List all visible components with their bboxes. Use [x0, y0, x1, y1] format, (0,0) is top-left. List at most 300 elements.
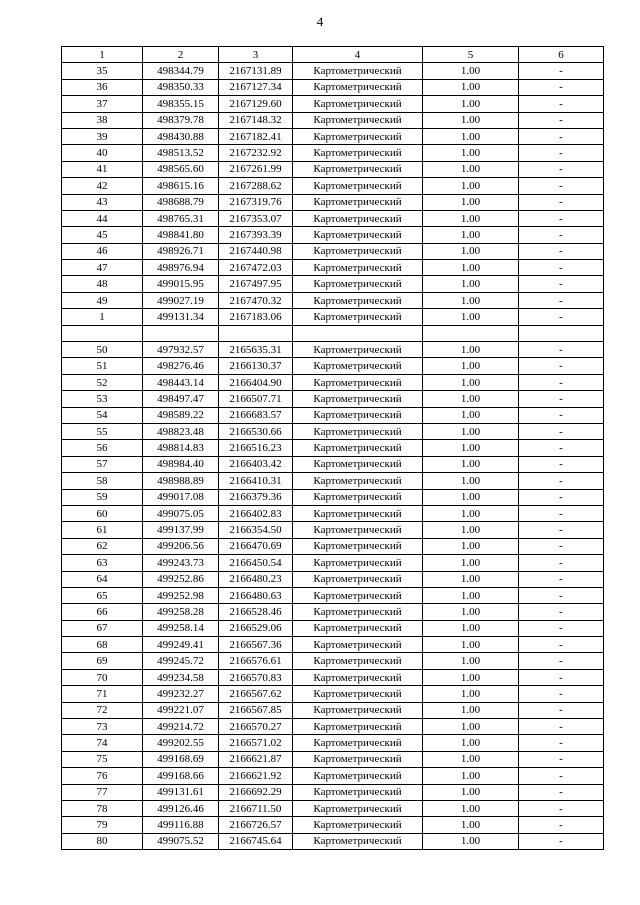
method-cell: Картометрический — [293, 96, 423, 112]
table-row — [62, 833, 604, 849]
description-cell: - — [519, 309, 604, 325]
x-coordinate-cell: 498688.79 — [143, 194, 219, 210]
point-number-cell: 64 — [62, 571, 143, 587]
point-number-cell: 71 — [62, 686, 143, 702]
description-cell: - — [519, 587, 604, 603]
x-coordinate-cell: 498276.46 — [143, 358, 219, 374]
point-number-cell: 59 — [62, 489, 143, 505]
accuracy-cell: 1.00 — [423, 604, 519, 620]
accuracy-cell: 1.00 — [423, 735, 519, 751]
method-cell: Картометрический — [293, 194, 423, 210]
point-number-cell: 56 — [62, 440, 143, 456]
x-coordinate-cell: 499252.86 — [143, 571, 219, 587]
y-coordinate-cell: 2166403.42 — [219, 456, 293, 472]
method-cell: Картометрический — [293, 505, 423, 521]
description-cell: - — [519, 178, 604, 194]
method-cell: Картометрический — [293, 473, 423, 489]
x-coordinate-cell: 497932.57 — [143, 342, 219, 358]
x-coordinate-cell: 499249.41 — [143, 637, 219, 653]
description-cell: - — [519, 637, 604, 653]
y-coordinate-cell: 2166410.31 — [219, 473, 293, 489]
table-row — [62, 440, 604, 456]
description-cell: - — [519, 456, 604, 472]
y-coordinate-cell: 2166567.62 — [219, 686, 293, 702]
accuracy-cell: 1.00 — [423, 538, 519, 554]
y-coordinate-cell — [219, 325, 293, 341]
page-number: 4 — [316, 14, 324, 29]
y-coordinate-cell: 2166621.92 — [219, 768, 293, 784]
point-number-cell: 66 — [62, 604, 143, 620]
x-coordinate-cell: 499027.19 — [143, 292, 219, 308]
table-row — [62, 96, 604, 112]
point-number-cell: 40 — [62, 145, 143, 161]
accuracy-cell: 1.00 — [423, 505, 519, 521]
accuracy-cell: 1.00 — [423, 210, 519, 226]
description-cell: - — [519, 391, 604, 407]
x-coordinate-cell: 499137.99 — [143, 522, 219, 538]
method-cell: Картометрический — [293, 686, 423, 702]
point-number-cell: 49 — [62, 292, 143, 308]
method-cell: Картометрический — [293, 243, 423, 259]
description-cell: - — [519, 227, 604, 243]
x-coordinate-cell: 498379.78 — [143, 112, 219, 128]
method-cell: Картометрический — [293, 161, 423, 177]
method-cell: Картометрический — [293, 653, 423, 669]
description-cell: - — [519, 194, 604, 210]
y-coordinate-cell: 2166402.83 — [219, 505, 293, 521]
table-row — [62, 751, 604, 767]
x-coordinate-cell: 499131.61 — [143, 784, 219, 800]
accuracy-cell: 1.00 — [423, 276, 519, 292]
point-number-cell: 51 — [62, 358, 143, 374]
method-cell: Картометрический — [293, 456, 423, 472]
accuracy-cell: 1.00 — [423, 669, 519, 685]
y-coordinate-cell: 2167183.06 — [219, 309, 293, 325]
point-number-cell: 41 — [62, 161, 143, 177]
y-coordinate-cell: 2166567.85 — [219, 702, 293, 718]
y-coordinate-cell: 2166529.06 — [219, 620, 293, 636]
y-coordinate-cell: 2166567.36 — [219, 637, 293, 653]
column-header: 2 — [143, 47, 219, 63]
point-number-cell: 65 — [62, 587, 143, 603]
x-coordinate-cell: 498976.94 — [143, 260, 219, 276]
point-number-cell: 76 — [62, 768, 143, 784]
method-cell: Картометрический — [293, 702, 423, 718]
point-number-cell: 80 — [62, 833, 143, 849]
description-cell: - — [519, 751, 604, 767]
table-row — [62, 161, 604, 177]
description-cell: - — [519, 522, 604, 538]
method-cell: Картометрический — [293, 571, 423, 587]
table-row — [62, 571, 604, 587]
method-cell: Картометрический — [293, 489, 423, 505]
accuracy-cell: 1.00 — [423, 79, 519, 95]
point-number-cell: 63 — [62, 555, 143, 571]
description-cell: - — [519, 243, 604, 259]
x-coordinate-cell: 498350.33 — [143, 79, 219, 95]
accuracy-cell: 1.00 — [423, 522, 519, 538]
y-coordinate-cell: 2167319.76 — [219, 194, 293, 210]
column-header: 6 — [519, 47, 604, 63]
description-cell: - — [519, 702, 604, 718]
point-number-cell: 70 — [62, 669, 143, 685]
point-number-cell: 72 — [62, 702, 143, 718]
description-cell: - — [519, 571, 604, 587]
accuracy-cell: 1.00 — [423, 784, 519, 800]
table-row — [62, 358, 604, 374]
accuracy-cell: 1.00 — [423, 374, 519, 390]
x-coordinate-cell — [143, 325, 219, 341]
accuracy-cell: 1.00 — [423, 768, 519, 784]
point-number-cell: 52 — [62, 374, 143, 390]
coordinates-table — [61, 46, 604, 850]
method-cell: Картометрический — [293, 768, 423, 784]
x-coordinate-cell: 498814.83 — [143, 440, 219, 456]
column-header: 5 — [423, 47, 519, 63]
y-coordinate-cell: 2167440.98 — [219, 243, 293, 259]
method-cell: Картометрический — [293, 63, 423, 79]
accuracy-cell: 1.00 — [423, 702, 519, 718]
method-cell: Картометрический — [293, 178, 423, 194]
method-cell: Картометрический — [293, 227, 423, 243]
y-coordinate-cell: 2166745.64 — [219, 833, 293, 849]
method-cell: Картометрический — [293, 817, 423, 833]
table-row — [62, 227, 604, 243]
description-cell: - — [519, 686, 604, 702]
point-number-cell: 44 — [62, 210, 143, 226]
description-cell: - — [519, 374, 604, 390]
method-cell: Картометрический — [293, 587, 423, 603]
description-cell: - — [519, 719, 604, 735]
column-header: 3 — [219, 47, 293, 63]
y-coordinate-cell: 2167182.41 — [219, 128, 293, 144]
method-cell: Картометрический — [293, 555, 423, 571]
method-cell: Картометрический — [293, 522, 423, 538]
point-number-cell: 38 — [62, 112, 143, 128]
description-cell: - — [519, 735, 604, 751]
description-cell: - — [519, 292, 604, 308]
description-cell: - — [519, 473, 604, 489]
table-row — [62, 112, 604, 128]
description-cell — [519, 325, 604, 341]
accuracy-cell: 1.00 — [423, 456, 519, 472]
x-coordinate-cell: 498430.88 — [143, 128, 219, 144]
table-row — [62, 63, 604, 79]
accuracy-cell: 1.00 — [423, 145, 519, 161]
accuracy-cell: 1.00 — [423, 473, 519, 489]
table-row — [62, 653, 604, 669]
description-cell: - — [519, 620, 604, 636]
accuracy-cell: 1.00 — [423, 620, 519, 636]
y-coordinate-cell: 2165635.31 — [219, 342, 293, 358]
table-row — [62, 473, 604, 489]
method-cell: Картометрический — [293, 669, 423, 685]
description-cell: - — [519, 342, 604, 358]
x-coordinate-cell: 499075.05 — [143, 505, 219, 521]
y-coordinate-cell: 2166404.90 — [219, 374, 293, 390]
accuracy-cell: 1.00 — [423, 555, 519, 571]
method-cell: Картометрический — [293, 637, 423, 653]
method-cell: Картометрический — [293, 342, 423, 358]
y-coordinate-cell: 2166470.69 — [219, 538, 293, 554]
table-row — [62, 210, 604, 226]
y-coordinate-cell: 2167232.92 — [219, 145, 293, 161]
y-coordinate-cell: 2166570.27 — [219, 719, 293, 735]
x-coordinate-cell: 498988.89 — [143, 473, 219, 489]
y-coordinate-cell: 2167497.95 — [219, 276, 293, 292]
description-cell: - — [519, 210, 604, 226]
accuracy-cell: 1.00 — [423, 112, 519, 128]
description-cell: - — [519, 276, 604, 292]
description-cell: - — [519, 79, 604, 95]
table-row — [62, 735, 604, 751]
method-cell: Картометрический — [293, 374, 423, 390]
y-coordinate-cell: 2167129.60 — [219, 96, 293, 112]
x-coordinate-cell: 498823.48 — [143, 423, 219, 439]
y-coordinate-cell: 2166530.66 — [219, 423, 293, 439]
table-row — [62, 292, 604, 308]
accuracy-cell: 1.00 — [423, 489, 519, 505]
method-cell: Картометрический — [293, 735, 423, 751]
y-coordinate-cell: 2166621.87 — [219, 751, 293, 767]
accuracy-cell: 1.00 — [423, 407, 519, 423]
point-number-cell: 68 — [62, 637, 143, 653]
point-number-cell: 48 — [62, 276, 143, 292]
accuracy-cell: 1.00 — [423, 194, 519, 210]
x-coordinate-cell: 499015.95 — [143, 276, 219, 292]
method-cell: Картометрический — [293, 751, 423, 767]
description-cell: - — [519, 833, 604, 849]
x-coordinate-cell: 499243.73 — [143, 555, 219, 571]
y-coordinate-cell: 2166726.57 — [219, 817, 293, 833]
point-number-cell: 45 — [62, 227, 143, 243]
table-row — [62, 538, 604, 554]
accuracy-cell: 1.00 — [423, 309, 519, 325]
x-coordinate-cell: 498443.14 — [143, 374, 219, 390]
point-number-cell: 53 — [62, 391, 143, 407]
y-coordinate-cell: 2166379.36 — [219, 489, 293, 505]
method-cell: Картометрический — [293, 423, 423, 439]
method-cell — [293, 325, 423, 341]
accuracy-cell: 1.00 — [423, 571, 519, 587]
point-number-cell: 77 — [62, 784, 143, 800]
table-row — [62, 456, 604, 472]
accuracy-cell: 1.00 — [423, 63, 519, 79]
point-number-cell: 50 — [62, 342, 143, 358]
description-cell: - — [519, 423, 604, 439]
table-row — [62, 243, 604, 259]
x-coordinate-cell: 499168.66 — [143, 768, 219, 784]
x-coordinate-cell: 498926.71 — [143, 243, 219, 259]
y-coordinate-cell: 2166480.63 — [219, 587, 293, 603]
y-coordinate-cell: 2167393.39 — [219, 227, 293, 243]
x-coordinate-cell: 499017.08 — [143, 489, 219, 505]
accuracy-cell: 1.00 — [423, 817, 519, 833]
table-row — [62, 391, 604, 407]
description-cell: - — [519, 145, 604, 161]
accuracy-cell: 1.00 — [423, 96, 519, 112]
x-coordinate-cell: 498615.16 — [143, 178, 219, 194]
point-number-cell: 73 — [62, 719, 143, 735]
x-coordinate-cell: 499258.28 — [143, 604, 219, 620]
point-number-cell: 37 — [62, 96, 143, 112]
x-coordinate-cell: 499234.58 — [143, 669, 219, 685]
x-coordinate-cell: 498513.52 — [143, 145, 219, 161]
y-coordinate-cell: 2166480.23 — [219, 571, 293, 587]
y-coordinate-cell: 2166450.54 — [219, 555, 293, 571]
accuracy-cell: 1.00 — [423, 342, 519, 358]
x-coordinate-cell: 499214.72 — [143, 719, 219, 735]
table-row — [62, 194, 604, 210]
accuracy-cell: 1.00 — [423, 292, 519, 308]
accuracy-cell: 1.00 — [423, 161, 519, 177]
description-cell: - — [519, 555, 604, 571]
description-cell: - — [519, 128, 604, 144]
method-cell: Картометрический — [293, 440, 423, 456]
column-header: 1 — [62, 47, 143, 63]
table-row — [62, 522, 604, 538]
y-coordinate-cell: 2166570.83 — [219, 669, 293, 685]
description-cell: - — [519, 489, 604, 505]
method-cell: Картометрический — [293, 604, 423, 620]
x-coordinate-cell: 499258.14 — [143, 620, 219, 636]
x-coordinate-cell: 498565.60 — [143, 161, 219, 177]
point-number-cell: 36 — [62, 79, 143, 95]
accuracy-cell: 1.00 — [423, 391, 519, 407]
method-cell: Картометрический — [293, 784, 423, 800]
point-number-cell: 69 — [62, 653, 143, 669]
point-number-cell: 35 — [62, 63, 143, 79]
table-row — [62, 178, 604, 194]
table-row — [62, 309, 604, 325]
y-coordinate-cell: 2167353.07 — [219, 210, 293, 226]
point-number-cell: 57 — [62, 456, 143, 472]
point-number-cell: 78 — [62, 800, 143, 816]
description-cell: - — [519, 538, 604, 554]
accuracy-cell: 1.00 — [423, 227, 519, 243]
y-coordinate-cell: 2166571.02 — [219, 735, 293, 751]
point-number-cell: 54 — [62, 407, 143, 423]
table-row — [62, 325, 604, 341]
accuracy-cell: 1.00 — [423, 260, 519, 276]
y-coordinate-cell: 2167261.99 — [219, 161, 293, 177]
y-coordinate-cell: 2166516.23 — [219, 440, 293, 456]
x-coordinate-cell: 498841.80 — [143, 227, 219, 243]
description-cell: - — [519, 358, 604, 374]
point-number-cell: 58 — [62, 473, 143, 489]
table-row — [62, 342, 604, 358]
accuracy-cell: 1.00 — [423, 440, 519, 456]
y-coordinate-cell: 2167470.32 — [219, 292, 293, 308]
accuracy-cell: 1.00 — [423, 243, 519, 259]
table-row — [62, 276, 604, 292]
y-coordinate-cell: 2166711.50 — [219, 800, 293, 816]
point-number-cell: 47 — [62, 260, 143, 276]
method-cell: Картометрический — [293, 719, 423, 735]
table-row — [62, 423, 604, 439]
point-number-cell: 75 — [62, 751, 143, 767]
y-coordinate-cell: 2166692.29 — [219, 784, 293, 800]
y-coordinate-cell: 2167148.32 — [219, 112, 293, 128]
table-row — [62, 686, 604, 702]
table-row — [62, 555, 604, 571]
column-header: 4 — [293, 47, 423, 63]
y-coordinate-cell: 2166354.50 — [219, 522, 293, 538]
x-coordinate-cell: 499131.34 — [143, 309, 219, 325]
x-coordinate-cell: 498765.31 — [143, 210, 219, 226]
method-cell: Картометрический — [293, 391, 423, 407]
point-number-cell: 60 — [62, 505, 143, 521]
accuracy-cell: 1.00 — [423, 751, 519, 767]
method-cell: Картометрический — [293, 292, 423, 308]
x-coordinate-cell: 499232.27 — [143, 686, 219, 702]
table-row — [62, 128, 604, 144]
table-row — [62, 587, 604, 603]
point-number-cell — [62, 325, 143, 341]
table-row — [62, 669, 604, 685]
method-cell: Картометрический — [293, 79, 423, 95]
point-number-cell: 62 — [62, 538, 143, 554]
accuracy-cell: 1.00 — [423, 653, 519, 669]
description-cell: - — [519, 669, 604, 685]
accuracy-cell: 1.00 — [423, 423, 519, 439]
point-number-cell: 61 — [62, 522, 143, 538]
x-coordinate-cell: 499168.69 — [143, 751, 219, 767]
table-row — [62, 620, 604, 636]
description-cell: - — [519, 161, 604, 177]
point-number-cell: 46 — [62, 243, 143, 259]
description-cell: - — [519, 604, 604, 620]
point-number-cell: 42 — [62, 178, 143, 194]
table-row — [62, 374, 604, 390]
x-coordinate-cell: 499202.55 — [143, 735, 219, 751]
method-cell: Картометрический — [293, 112, 423, 128]
point-number-cell: 39 — [62, 128, 143, 144]
description-cell: - — [519, 784, 604, 800]
method-cell: Картометрический — [293, 800, 423, 816]
method-cell: Картометрический — [293, 145, 423, 161]
x-coordinate-cell: 498344.79 — [143, 63, 219, 79]
method-cell: Картометрический — [293, 128, 423, 144]
table-row — [62, 489, 604, 505]
y-coordinate-cell: 2166576.61 — [219, 653, 293, 669]
accuracy-cell — [423, 325, 519, 341]
y-coordinate-cell: 2167288.62 — [219, 178, 293, 194]
description-cell: - — [519, 260, 604, 276]
x-coordinate-cell: 499252.98 — [143, 587, 219, 603]
table-row — [62, 260, 604, 276]
method-cell: Картометрический — [293, 833, 423, 849]
table-row — [62, 637, 604, 653]
accuracy-cell: 1.00 — [423, 178, 519, 194]
description-cell: - — [519, 112, 604, 128]
y-coordinate-cell: 2166683.57 — [219, 407, 293, 423]
description-cell: - — [519, 653, 604, 669]
table-row — [62, 145, 604, 161]
accuracy-cell: 1.00 — [423, 637, 519, 653]
point-number-cell: 55 — [62, 423, 143, 439]
table-row — [62, 719, 604, 735]
table-row — [62, 407, 604, 423]
description-cell: - — [519, 63, 604, 79]
description-cell: - — [519, 768, 604, 784]
description-cell: - — [519, 505, 604, 521]
x-coordinate-cell: 498589.22 — [143, 407, 219, 423]
table-header-row — [62, 47, 604, 63]
table-body — [62, 63, 604, 850]
accuracy-cell: 1.00 — [423, 833, 519, 849]
point-number-cell: 1 — [62, 309, 143, 325]
